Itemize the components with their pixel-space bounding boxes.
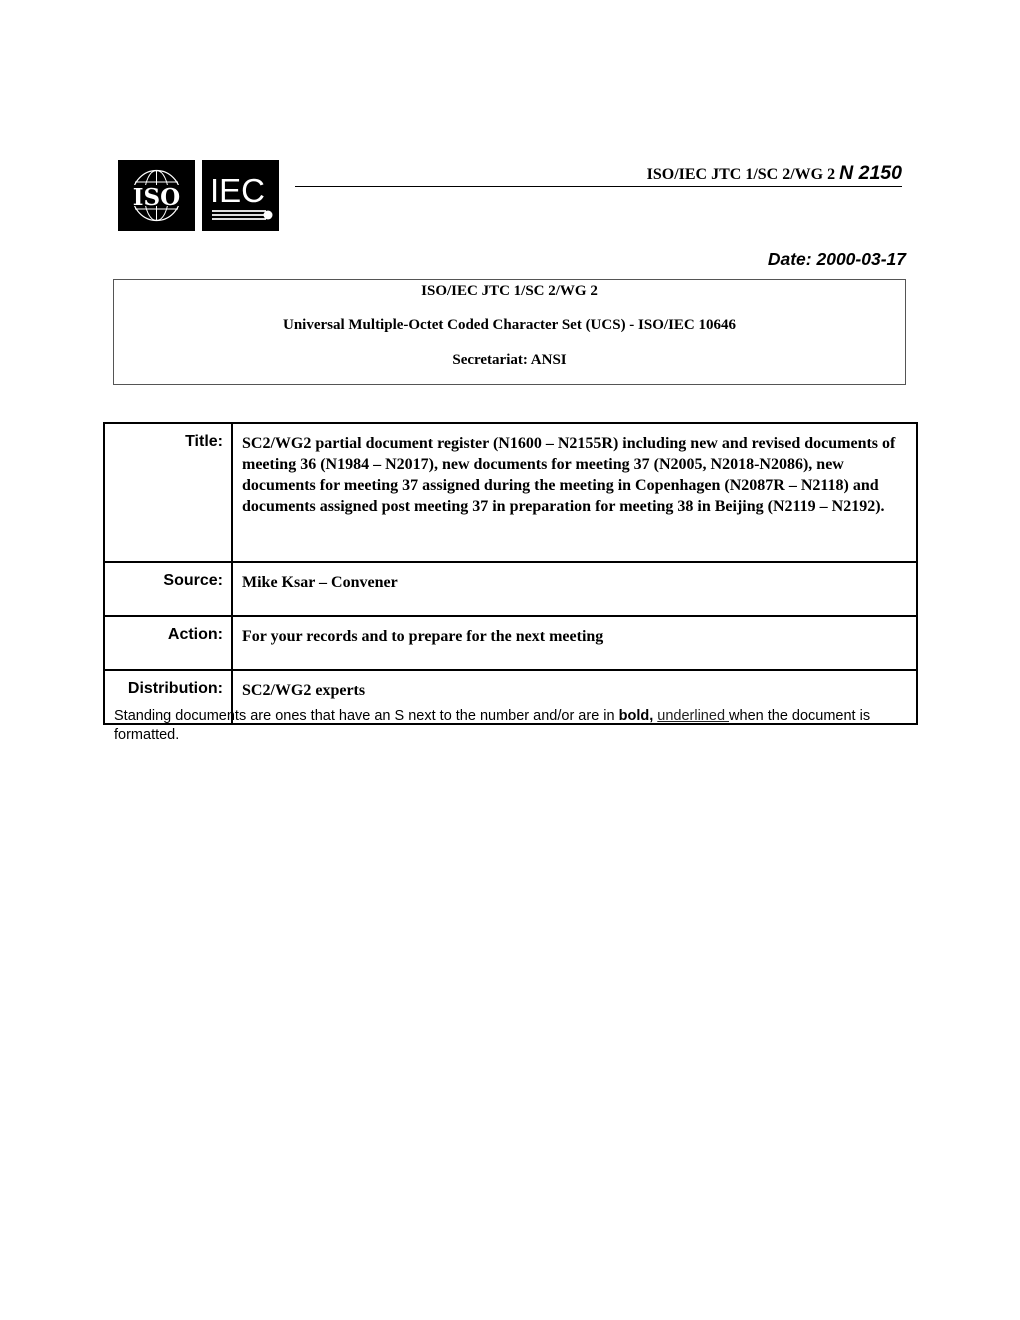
standing-documents-note (114, 707, 904, 745)
doc-ref-prefix: ISO/IEC JTC 1/SC 2/WG 2 (646, 166, 836, 183)
svg-text:IEC: IEC (210, 172, 266, 209)
action-label: Action: (104, 616, 232, 670)
doc-ref-number: N 2150 (839, 162, 902, 184)
secretariat-box (113, 279, 906, 385)
document-date: Date: 2000-03-17 (767, 249, 906, 269)
svg-text:ISO: ISO (132, 184, 181, 211)
source-value: Mike Ksar – Convener (232, 562, 917, 616)
iso-logo (118, 160, 195, 231)
document-info-table (103, 422, 918, 725)
secretariat: Secretariat: ANSI (452, 352, 567, 368)
document-reference (647, 162, 902, 185)
iso-globe-icon (118, 160, 195, 231)
table-row-source (104, 562, 917, 616)
standard-name: Universal Multiple-Octet Coded Character Set (UCS) - ISO/IEC 10646 (282, 317, 736, 333)
committee-name: ISO/IEC JTC 1/SC 2/WG 2 (421, 283, 598, 299)
title-value: SC2/WG2 partial document register (N1600 – N2155R) including new and revised documents of meeting 36 (N1984 – N2017), new documents for meeting 37 (N2005, N2018-N2086), new documents for meeting 37 assigned during the meeting in Copenhagen (N2087R – N2118) and documents assigned post meeting 37 in preparation for meeting 38 in Beijing (N2119 – N2192). (232, 423, 917, 562)
iec-logo-icon (202, 160, 279, 231)
note-text-2: when the document is formatted. (114, 708, 871, 743)
title-label: Title: (104, 423, 232, 562)
distribution-value: SC2/WG2 experts (232, 670, 917, 724)
note-bold-text: bold, (618, 708, 654, 724)
action-value: For your records and to prepare for the next meeting (232, 616, 917, 670)
table-row-action (104, 616, 917, 670)
iec-logo (202, 160, 279, 231)
note-text-1: Standing documents are ones that have an S next to the number and/or are in (114, 708, 619, 724)
header-rule (295, 186, 902, 187)
distribution-label: Distribution: (104, 670, 232, 724)
table-row-title (104, 423, 917, 562)
note-underlined-text: underlined (657, 708, 730, 724)
source-label: Source: (104, 562, 232, 616)
